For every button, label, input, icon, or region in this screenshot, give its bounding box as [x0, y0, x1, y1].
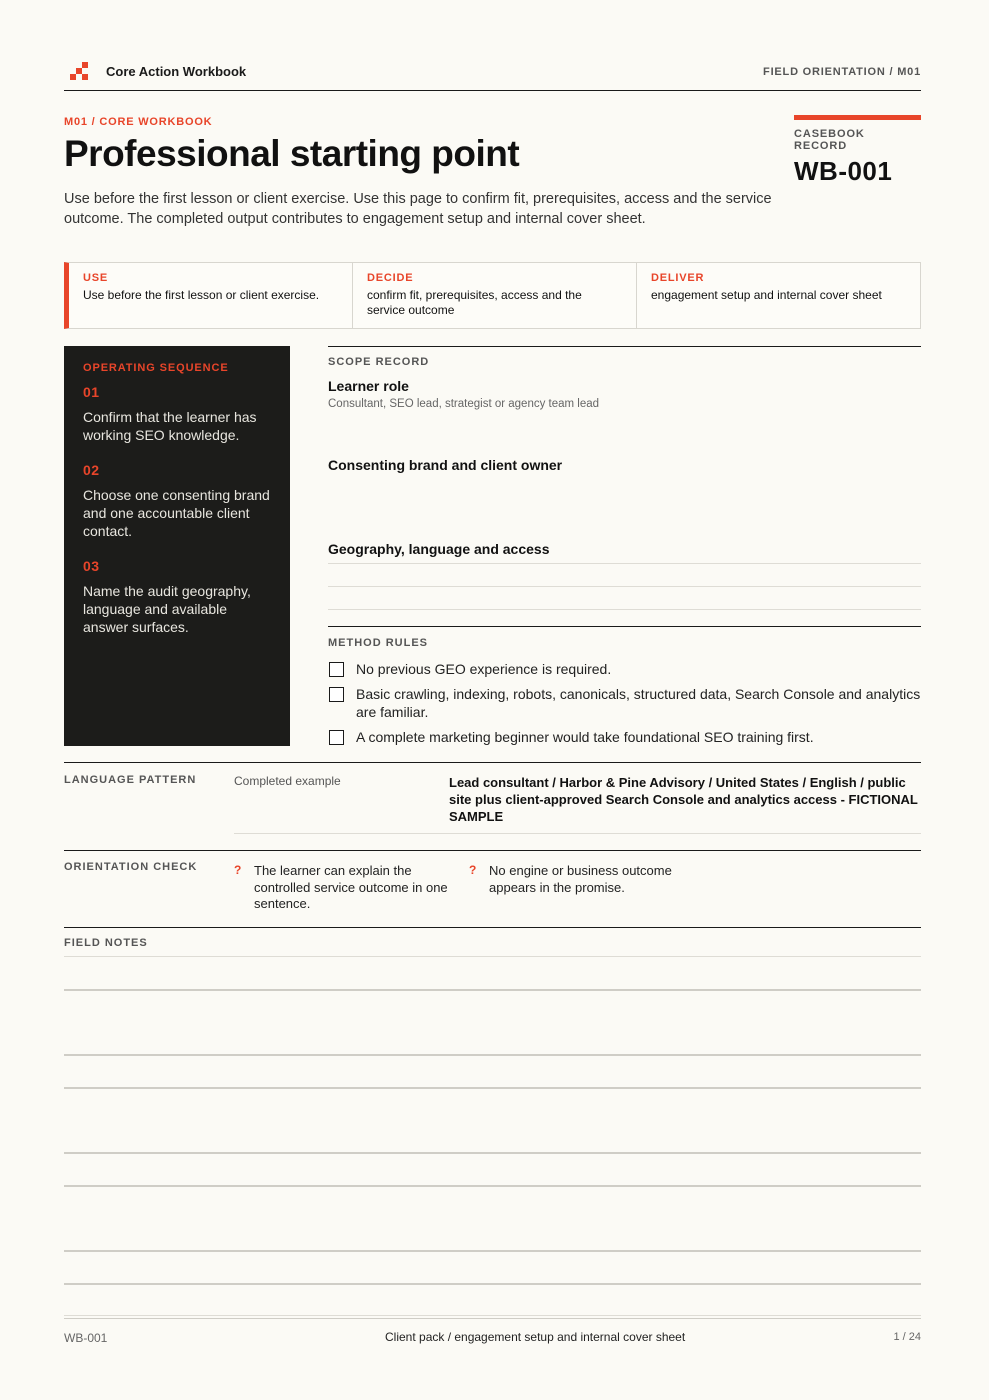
- scope-record: [328, 346, 921, 626]
- page-footer: [64, 1318, 921, 1345]
- checkbox[interactable]: [329, 687, 344, 702]
- language-label: LANGUAGE PATTERN: [64, 774, 197, 786]
- step-number: 03: [83, 558, 100, 574]
- card-key: DECIDE: [367, 272, 414, 284]
- check-item: [234, 863, 454, 913]
- rule-text: A complete marketing beginner would take foundational SEO training first.: [356, 729, 814, 745]
- question-icon: ?: [234, 863, 242, 877]
- eyebrow: M01 / CORE WORKBOOK: [64, 116, 213, 128]
- field-learner-role: Learner role: [328, 378, 409, 394]
- check-text: No engine or business outcome appears in the promise.: [489, 863, 672, 895]
- answer-line[interactable]: [328, 586, 921, 587]
- step-text: Choose one consenting brand and one accountable client contact.: [83, 487, 270, 539]
- answer-line[interactable]: [328, 609, 921, 610]
- sequence-step: [83, 558, 271, 636]
- note-line[interactable]: [64, 956, 921, 957]
- completed-example: Lead consultant / Harbor & Pine Advisory / United States / English / public site plus client-approved Search Console and analytics access - FICTIONAL SAMPLE: [449, 775, 918, 824]
- scope-label: SCOPE RECORD: [328, 356, 430, 368]
- footer-description: Client pack / engagement setup and internal cover sheet: [385, 1330, 686, 1344]
- summary-cards: [64, 262, 921, 329]
- sequence-step: [83, 462, 271, 540]
- field-learner-role-hint[interactable]: Consultant, SEO lead, strategist or agency team lead: [328, 398, 600, 410]
- card-value: Use before the first lesson or client exercise.: [83, 288, 320, 302]
- method-rules: [328, 626, 921, 748]
- orientation-check: [64, 850, 921, 928]
- check-item: [469, 863, 689, 896]
- field-geography-access: Geography, language and access: [328, 541, 550, 557]
- note-line[interactable]: [64, 1054, 921, 1056]
- card-key: USE: [83, 272, 109, 284]
- section-label: FIELD ORIENTATION / M01: [763, 66, 921, 78]
- step-number: 01: [83, 384, 100, 400]
- page-header: [64, 60, 921, 91]
- field-brand-owner: Consenting brand and client owner: [328, 457, 563, 473]
- checkbox[interactable]: [329, 730, 344, 745]
- divider: [234, 833, 921, 834]
- step-text: Confirm that the learner has working SEO knowledge.: [83, 409, 257, 443]
- field-notes: [64, 927, 921, 1317]
- step-text: Name the audit geography, language and available answer surfaces.: [83, 583, 251, 635]
- note-line[interactable]: [64, 1315, 921, 1316]
- answer-line[interactable]: [328, 563, 921, 564]
- note-line[interactable]: [64, 1152, 921, 1154]
- operating-sequence-panel: [64, 346, 290, 746]
- intro-text: Use before the first lesson or client exercise. Use this page to confirm fit, prerequisites, access and the service outcome. The completed output contributes to engagement setup and internal cover sheet.: [64, 191, 772, 227]
- record-id: WB-001: [794, 156, 893, 186]
- brand-logo-icon: [70, 62, 88, 80]
- card-key: DELIVER: [651, 272, 705, 284]
- card-value: engagement setup and internal cover sheet: [651, 288, 882, 302]
- note-line[interactable]: [64, 1185, 921, 1187]
- notes-label: FIELD NOTES: [64, 937, 148, 949]
- rule-item[interactable]: [328, 728, 921, 746]
- page-title: Professional starting point: [64, 133, 520, 174]
- casebook-record: [794, 115, 921, 187]
- footer-record-id: WB-001: [64, 1331, 108, 1345]
- note-line[interactable]: [64, 989, 921, 991]
- rule-text: No previous GEO experience is required.: [356, 661, 612, 677]
- example-label: Completed example: [234, 774, 341, 788]
- checkbox[interactable]: [329, 662, 344, 677]
- card-deliver: [636, 263, 920, 328]
- record-label: CASEBOOK RECORD: [794, 128, 865, 152]
- brand-name: Core Action Workbook: [106, 64, 247, 79]
- rule-item[interactable]: [328, 685, 921, 721]
- check-text: The learner can explain the controlled service outcome in one sentence.: [254, 863, 448, 911]
- method-label: METHOD RULES: [328, 637, 428, 649]
- question-icon: ?: [469, 863, 477, 877]
- orientation-label: ORIENTATION CHECK: [64, 861, 198, 873]
- sequence-heading: OPERATING SEQUENCE: [83, 362, 229, 374]
- note-line[interactable]: [64, 1250, 921, 1252]
- page-number: 1 / 24: [893, 1331, 921, 1343]
- step-number: 02: [83, 462, 100, 478]
- sequence-step: [83, 384, 271, 444]
- card-decide: [352, 263, 636, 328]
- note-line[interactable]: [64, 1283, 921, 1285]
- rule-item[interactable]: [328, 660, 921, 678]
- card-use: [69, 263, 352, 328]
- language-pattern: [64, 762, 921, 834]
- card-value: confirm fit, prerequisites, access and the service outcome: [367, 288, 582, 317]
- note-line[interactable]: [64, 1087, 921, 1089]
- rule-text: Basic crawling, indexing, robots, canonicals, structured data, Search Console and analytics are familiar.: [356, 686, 921, 720]
